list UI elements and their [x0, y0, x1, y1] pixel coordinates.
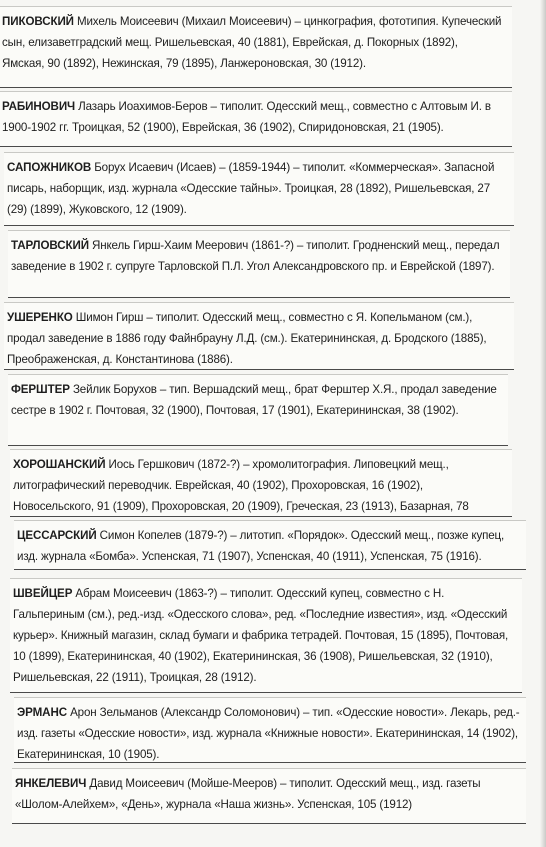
entry-text	[13, 454, 506, 517]
entry-body: Михель Моисеевич (Михаил Моисеевич) – цинкография, фототипия. Купеческий сын, елизаветградский мещ. Ришельевская, 40 (1881), Еврейская, д. Покорных (1892), Ямская, 90 (1892), Нежинская, 79 (1895), Ланжероновская, 30 (1912).	[2, 15, 502, 70]
entry-surname: ЯНКЕЛЕВИЧ	[15, 777, 87, 790]
entry-fershter	[8, 374, 508, 446]
entry-body: Давид Моисеевич (Мойше-Мееров) – типолит. Одесский мещ., изд. газеты «Шолом-Алейхем», «День», журнала «Наша жизнь». Успенская, 105 (1912)	[15, 777, 481, 811]
entry-text	[7, 157, 506, 220]
entry-body: Иось Гершкович (1872-?) – хромолитография. Липовецкий мещ., литографический переводчик. Еврейская, 40 (1902), Прохоровская, 16 (1902), Новосельского, 91 (1909), Прохоровская, 20 (1909), Греческая, 23 (1913), Базарная, 78	[13, 458, 469, 513]
entry-body: Абрам Моисеевич (1863-?) – типолит. Одесский купец, совместно с Н. Гальпериным (см.), ред.-изд. «Одесского слова», ред. «Последние известия», изд. «Одесский курьер». Книжный магазин, склад бумаги и фабрика тетрадей. Почтовая, 15 (1895), Почтовая, 10 (1899), Екатерининская, 40 (1902), Екатерининская, 36 (1908), Ришельевская, 32 (1910), Ришельевская, 22 (1911), Троицкая, 28 (1912).	[13, 587, 509, 684]
entry-surname: ТАРЛОВСКИЙ	[11, 239, 89, 252]
entry-surname: ЭРМАНС	[17, 706, 68, 719]
entry-surname: ФЕРШТЕР	[11, 383, 70, 396]
entry-tsessarsky	[14, 520, 526, 570]
entry-surname: УШЕРЕНКО	[7, 311, 73, 324]
entry-body: Арон Зельманов (Александр Соломонович) – тип. «Одесские новости». Лекарь, ред.-изд. газеты «Одесские новости», изд. журнала «Книжные новости». Екатерининская, 14 (1902), Екатерининская, 10 (1905).	[17, 706, 520, 761]
entry-surname: ЦЕССАРСКИЙ	[17, 529, 97, 542]
entry-body: Зейлик Борухов – тип. Вершадский мещ., брат Ферштер Х.Я., продал заведение сестре в 1902 г. Почтовая, 32 (1900), Почтовая, 17 (1901), Екатерининская, 38 (1902).	[11, 383, 497, 417]
entry-surname: ШВЕЙЦЕР	[13, 587, 73, 600]
page-edge-shadow	[540, 0, 546, 847]
entry-text	[2, 96, 502, 138]
entry-body: Борух Исаевич (Исаев) – (1859-1944) – типолит. «Коммерческая». Запасной писарь, наборщик, изд. журнала «Одесские тайны». Троицкая, 28 (1892), Ришельевская, 27 (29) (1899), Жуковского, 12 (1909).	[7, 161, 495, 216]
entry-rabinovich	[0, 91, 512, 147]
entry-text	[13, 583, 516, 688]
entry-body: Лазарь Иоахимов-Беров – типолит. Одесский мещ., совместно с Алтовым И. в 1900-1902 гг. Троицкая, 52 (1900), Еврейская, 36 (1902), Спиридоновская, 21 (1905).	[2, 100, 491, 134]
entry-khoroshansky	[10, 449, 512, 517]
entry-usherenko	[4, 302, 514, 370]
entry-text	[15, 773, 520, 815]
entry-sapozhnikov	[4, 152, 514, 226]
entry-text	[17, 702, 520, 763]
entry-text	[7, 307, 506, 370]
entry-body: Шимон Гирш – типолит. Одесский мещ., совместно с Я. Копельманом (см.), продал заведение в 1886 году Файнбрауну Л.Д. (см.). Екатерининская, д. Бродского (1885), Преображенская, д. Константинова (1886).	[7, 311, 487, 366]
entry-shveytser	[10, 578, 522, 693]
entry-surname: ПИКОВСКИЙ	[2, 15, 74, 28]
entry-yankelevich	[12, 768, 526, 824]
entry-pikovsky	[0, 6, 512, 88]
entry-surname: ХОРОШАНСКИЙ	[13, 458, 106, 471]
entry-body: Янкель Гирш-Хаим Меерович (1861-?) – типолит. Гродненский мещ., передал заведение в 1902 г. супруге Тарловской П.Л. Угол Александровского пр. и Еврейской (1897).	[11, 239, 500, 273]
entry-text	[11, 379, 502, 421]
entry-tarlovsky	[8, 230, 510, 298]
entry-text	[17, 525, 520, 567]
entry-surname: РАБИНОВИЧ	[2, 100, 76, 113]
entry-surname: САПОЖНИКОВ	[7, 161, 92, 174]
entry-ermans	[14, 697, 526, 763]
entry-body: Симон Копелев (1879-?) – литотип. «Порядок». Одесский мещ., позже купец, изд. журнала «Бомба». Успенская, 71 (1907), Успенская, 40 (1911), Успенская, 75 (1916).	[17, 529, 505, 563]
entry-text	[2, 11, 502, 74]
entry-text	[11, 235, 502, 277]
